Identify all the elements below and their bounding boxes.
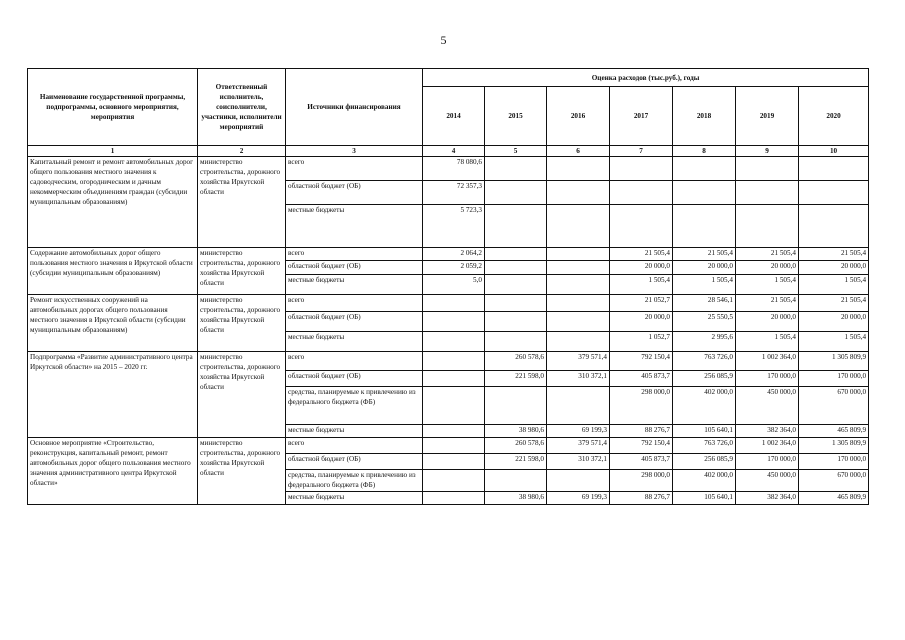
cost-value [547, 470, 610, 492]
cost-value: 2 995,6 [673, 332, 736, 352]
cost-value: 310 372,1 [547, 371, 610, 387]
cost-value: 763 726,0 [673, 352, 736, 371]
cost-value: 256 085,9 [673, 454, 736, 470]
cost-value [485, 332, 547, 352]
cost-value: 1 505,4 [799, 275, 869, 295]
cost-value: 105 640,1 [673, 492, 736, 505]
cost-value [547, 261, 610, 275]
cost-value: 21 505,4 [799, 295, 869, 312]
funding-source: областной бюджет (ОБ) [286, 261, 423, 275]
funding-source: средства, планируемые к привлечению из федерального бюджета (ФБ) [286, 387, 423, 425]
cost-value: 763 726,0 [673, 438, 736, 454]
cost-value [547, 181, 610, 205]
header-year: 2016 [547, 87, 610, 146]
cost-value [799, 205, 869, 248]
funding-source: областной бюджет (ОБ) [286, 181, 423, 205]
cost-value [485, 470, 547, 492]
cost-value: 221 598,0 [485, 454, 547, 470]
cost-value: 465 809,9 [799, 492, 869, 505]
cost-value [485, 261, 547, 275]
funding-source: всего [286, 438, 423, 454]
responsible-executor: министерство строительства, дорожного хозяйства Иркутской области [198, 248, 286, 295]
funding-source: средства, планируемые к привлечению из федерального бюджета (ФБ) [286, 470, 423, 492]
cost-value: 1 305 809,9 [799, 352, 869, 371]
funding-source: всего [286, 295, 423, 312]
funding-source: всего [286, 157, 423, 181]
cost-value: 792 150,4 [610, 438, 673, 454]
header-year: 2020 [799, 87, 869, 146]
cost-value: 1 505,4 [736, 275, 799, 295]
cost-value [423, 332, 485, 352]
financing-table [27, 68, 869, 505]
cost-value: 1 505,4 [799, 332, 869, 352]
cost-value: 170 000,0 [799, 454, 869, 470]
cost-value: 670 000,0 [799, 470, 869, 492]
cost-value: 382 364,0 [736, 492, 799, 505]
page-number: 5 [440, 33, 447, 47]
cost-value: 465 809,9 [799, 425, 869, 438]
cost-value [547, 295, 610, 312]
column-number: 9 [736, 146, 799, 157]
cost-value: 38 980,6 [485, 492, 547, 505]
funding-source: местные бюджеты [286, 205, 423, 248]
cost-value: 298 000,0 [610, 387, 673, 425]
cost-value: 310 372,1 [547, 454, 610, 470]
table-row [28, 352, 869, 371]
cost-value: 405 873,7 [610, 454, 673, 470]
cost-value: 2 064,2 [423, 248, 485, 261]
cost-value [423, 387, 485, 425]
cost-value: 20 000,0 [799, 312, 869, 332]
table-row [28, 248, 869, 261]
cost-value: 260 578,6 [485, 352, 547, 371]
cost-value: 69 199,3 [547, 425, 610, 438]
activity-name: Подпрограмма «Развитие административного центра Иркутской области» на 2015 – 2020 гг. [28, 352, 198, 438]
cost-value [423, 312, 485, 332]
cost-value [485, 157, 547, 181]
cost-value [547, 312, 610, 332]
funding-source: всего [286, 352, 423, 371]
funding-source: областной бюджет (ОБ) [286, 312, 423, 332]
cost-value: 1 505,4 [673, 275, 736, 295]
cost-value: 20 000,0 [673, 261, 736, 275]
funding-source: местные бюджеты [286, 332, 423, 352]
cost-value [485, 312, 547, 332]
cost-value: 379 571,4 [547, 438, 610, 454]
column-number: 6 [547, 146, 610, 157]
cost-value [423, 470, 485, 492]
cost-value [547, 157, 610, 181]
responsible-executor: министерство строительства, дорожного хозяйства Иркутской области [198, 295, 286, 352]
cost-value: 260 578,6 [485, 438, 547, 454]
column-number: 10 [799, 146, 869, 157]
cost-value [547, 248, 610, 261]
cost-value [423, 295, 485, 312]
cost-value [423, 352, 485, 371]
cost-value: 1 505,4 [610, 275, 673, 295]
cost-value: 88 276,7 [610, 492, 673, 505]
table-row [28, 157, 869, 181]
header-executor: Ответственный исполнитель, соисполнители, участники, исполнители мероприятий [198, 69, 286, 146]
table-row [28, 438, 869, 454]
cost-value: 21 505,4 [799, 248, 869, 261]
cost-value: 78 080,6 [423, 157, 485, 181]
cost-value: 20 000,0 [610, 261, 673, 275]
cost-value: 72 357,3 [423, 181, 485, 205]
cost-value: 450 000,0 [736, 387, 799, 425]
activity-name: Содержание автомобильных дорог общего пользования местного значения в Иркутской области (субсидии муниципальным образованиям) [28, 248, 198, 295]
cost-value: 2 059,2 [423, 261, 485, 275]
cost-value [547, 275, 610, 295]
funding-source: местные бюджеты [286, 425, 423, 438]
cost-value: 21 505,4 [736, 248, 799, 261]
cost-value: 1 002 364,0 [736, 438, 799, 454]
header-year: 2014 [423, 87, 485, 146]
cost-value [485, 181, 547, 205]
header-year: 2019 [736, 87, 799, 146]
column-number: 2 [198, 146, 286, 157]
cost-value: 450 000,0 [736, 470, 799, 492]
cost-value [423, 425, 485, 438]
cost-value: 20 000,0 [736, 261, 799, 275]
funding-source: местные бюджеты [286, 492, 423, 505]
cost-value: 379 571,4 [547, 352, 610, 371]
cost-value: 20 000,0 [736, 312, 799, 332]
cost-value: 382 364,0 [736, 425, 799, 438]
cost-value [547, 205, 610, 248]
column-number: 3 [286, 146, 423, 157]
column-number: 4 [423, 146, 485, 157]
activity-name: Основное мероприятие «Строительство, реконструкция, капитальный ремонт, ремонт автомобильных дорог общего пользования местного значения административного центра Иркутской области» [28, 438, 198, 505]
cost-value [610, 181, 673, 205]
column-number: 1 [28, 146, 198, 157]
cost-value [736, 157, 799, 181]
cost-value [485, 275, 547, 295]
cost-value: 298 000,0 [610, 470, 673, 492]
column-number: 5 [485, 146, 547, 157]
cost-value [799, 157, 869, 181]
cost-value [423, 371, 485, 387]
cost-value [547, 332, 610, 352]
cost-value: 28 546,1 [673, 295, 736, 312]
cost-value: 21 052,7 [610, 295, 673, 312]
cost-value: 792 150,4 [610, 352, 673, 371]
activity-name: Капитальный ремонт и ремонт автомобильных дорог общего пользования местного значения к садоводческим, огородническим и дачным некоммерческим объединениям граждан (субсидии муниципальным образованиям) [28, 157, 198, 248]
cost-value [485, 248, 547, 261]
cost-value [610, 157, 673, 181]
cost-value: 20 000,0 [799, 261, 869, 275]
cost-value [423, 454, 485, 470]
header-year: 2018 [673, 87, 736, 146]
cost-value: 21 505,4 [673, 248, 736, 261]
cost-value: 1 305 809,9 [799, 438, 869, 454]
cost-value: 170 000,0 [799, 371, 869, 387]
cost-value: 405 873,7 [610, 371, 673, 387]
table-row [28, 295, 869, 312]
cost-value [736, 181, 799, 205]
cost-value: 5 723,3 [423, 205, 485, 248]
activity-name: Ремонт искусственных сооружений на автомобильных дорогах общего пользования местного значения в Иркутской области (субсидии муниципальным образованиям) [28, 295, 198, 352]
column-number: 8 [673, 146, 736, 157]
cost-value [485, 295, 547, 312]
cost-value: 21 505,4 [610, 248, 673, 261]
cost-value: 221 598,0 [485, 371, 547, 387]
cost-value: 38 980,6 [485, 425, 547, 438]
cost-value: 1 002 364,0 [736, 352, 799, 371]
cost-value [547, 387, 610, 425]
cost-value [673, 205, 736, 248]
responsible-executor: министерство строительства, дорожного хозяйства Иркутской области [198, 157, 286, 248]
header-source: Источники финансирования [286, 69, 423, 146]
cost-value: 170 000,0 [736, 454, 799, 470]
cost-value [673, 157, 736, 181]
funding-source: местные бюджеты [286, 275, 423, 295]
cost-value: 402 000,0 [673, 470, 736, 492]
cost-value: 69 199,3 [547, 492, 610, 505]
funding-source: областной бюджет (ОБ) [286, 454, 423, 470]
cost-value [673, 181, 736, 205]
cost-value: 21 505,4 [736, 295, 799, 312]
header-year: 2015 [485, 87, 547, 146]
cost-value: 1 505,4 [736, 332, 799, 352]
cost-value: 170 000,0 [736, 371, 799, 387]
cost-value [610, 205, 673, 248]
header-year: 2017 [610, 87, 673, 146]
cost-value: 402 000,0 [673, 387, 736, 425]
cost-value: 5,0 [423, 275, 485, 295]
cost-value [423, 492, 485, 505]
funding-source: всего [286, 248, 423, 261]
cost-value: 25 550,5 [673, 312, 736, 332]
cost-value [485, 387, 547, 425]
column-number: 7 [610, 146, 673, 157]
cost-value [423, 438, 485, 454]
cost-value: 1 052,7 [610, 332, 673, 352]
responsible-executor: министерство строительства, дорожного хозяйства Иркутской области [198, 438, 286, 505]
cost-value [799, 181, 869, 205]
cost-value: 670 000,0 [799, 387, 869, 425]
funding-source: областной бюджет (ОБ) [286, 371, 423, 387]
cost-value: 105 640,1 [673, 425, 736, 438]
header-name: Наименование государственной программы, подпрограммы, основного мероприятия, мероприятия [28, 69, 198, 146]
cost-value: 256 085,9 [673, 371, 736, 387]
cost-value [736, 205, 799, 248]
responsible-executor: министерство строительства, дорожного хозяйства Иркутской области [198, 352, 286, 438]
cost-value: 88 276,7 [610, 425, 673, 438]
cost-value: 20 000,0 [610, 312, 673, 332]
header-costs: Оценка расходов (тыс.руб.), годы [423, 69, 869, 87]
cost-value [485, 205, 547, 248]
